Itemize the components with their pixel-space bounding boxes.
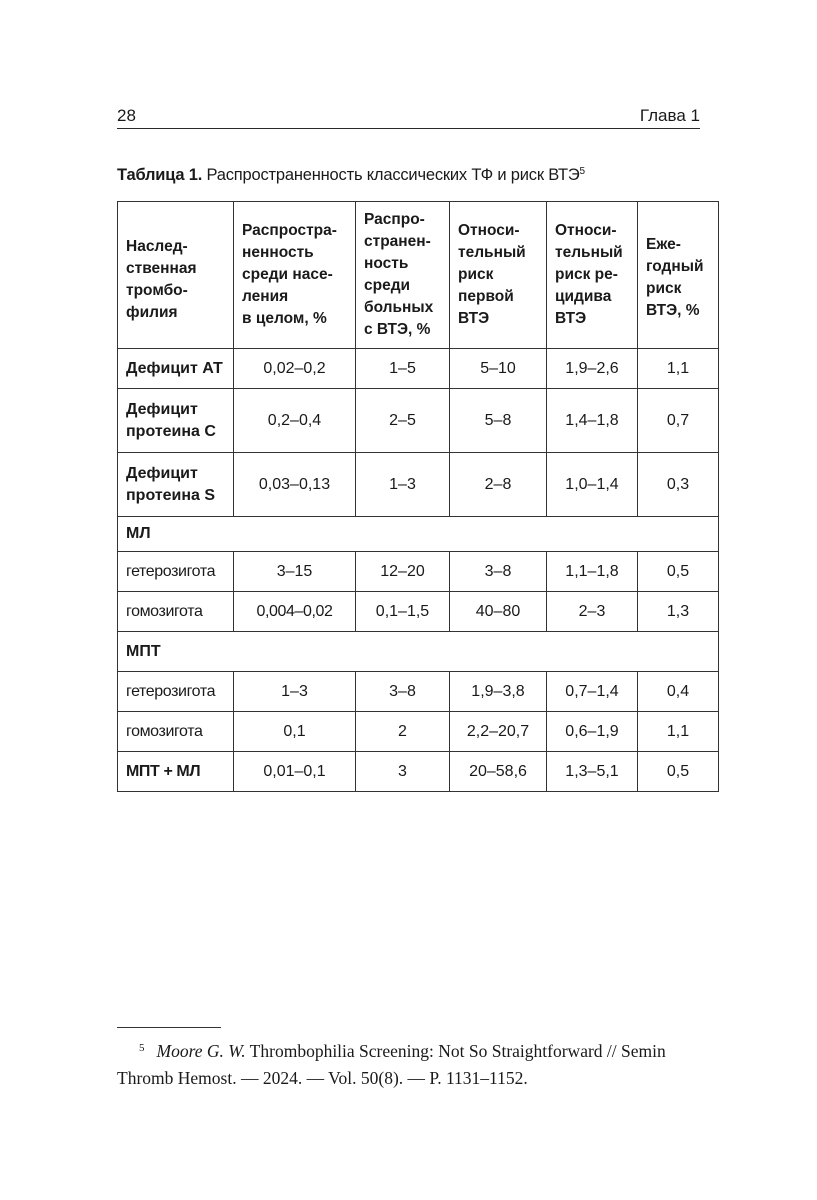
table-cell: 1,4–1,8 (547, 389, 638, 453)
row-label-text: Дефицит протеина S (126, 464, 216, 504)
footnote-ref: 5 (579, 166, 585, 177)
table-cell: 1,0–1,4 (547, 453, 638, 517)
table-cell: 1–5 (356, 349, 450, 389)
table-cell: 0,1–1,5 (356, 592, 450, 632)
table-cell: 2–5 (356, 389, 450, 453)
table-cell: 20–58,6 (450, 752, 547, 792)
row-label: Дефицит АТ (118, 349, 234, 389)
table-header-row (118, 202, 719, 349)
table-cell: 1–3 (356, 453, 450, 517)
table-cell: 3–15 (234, 552, 356, 592)
header-cell (638, 202, 719, 349)
row-label: гомозигота (118, 712, 234, 752)
table-cell: 12–20 (356, 552, 450, 592)
table-row (118, 672, 719, 712)
table-cell: 0,7–1,4 (547, 672, 638, 712)
table-cell: 0,7 (638, 389, 719, 453)
page-header (117, 104, 700, 129)
table-cell: 0,4 (638, 672, 719, 712)
table-row (118, 592, 719, 632)
table-cell: 0,5 (638, 552, 719, 592)
footnote-text: Thrombophilia Screening: Not So Straightforward // Semin Thromb Hemost. — 2024. — Vol. 50(8). — P. 1131–1152. (117, 1041, 666, 1088)
table-caption (117, 166, 717, 185)
footnote-divider (117, 1027, 221, 1028)
table-row (118, 389, 719, 453)
table-cell: 3–8 (450, 552, 547, 592)
table-caption-text: Распространенность классических ТФ и риск ВТЭ (202, 166, 580, 184)
footnote (117, 1035, 717, 1092)
table-label: Таблица 1. (117, 166, 203, 184)
table-cell: 0,03–0,13 (234, 453, 356, 517)
header-text: Распро- странен- ность среди больных с ВТЭ, % (364, 211, 434, 338)
section-label: МПТ (118, 632, 719, 672)
table-row (118, 552, 719, 592)
chapter-title: Глава 1 (639, 106, 700, 125)
row-label: гетерозигота (118, 672, 234, 712)
header-cell (234, 202, 356, 349)
table-cell: 1–3 (234, 672, 356, 712)
table-cell: 1,1 (638, 349, 719, 389)
header-text: Относи- тельный риск ре- цидива ВТЭ (555, 222, 623, 327)
table-cell: 0,3 (638, 453, 719, 517)
footnote-author: Moore G. W. (156, 1041, 246, 1061)
row-label: гетерозигота (118, 552, 234, 592)
row-label: гомозигота (118, 592, 234, 632)
table-cell: 40–80 (450, 592, 547, 632)
table-row (118, 712, 719, 752)
table-row (118, 349, 719, 389)
table-cell: 1,9–2,6 (547, 349, 638, 389)
table-cell: 1,3 (638, 592, 719, 632)
section-row (118, 517, 719, 552)
footnote-number: 5 (139, 1042, 145, 1054)
table-cell: 2–3 (547, 592, 638, 632)
section-label: МЛ (118, 517, 719, 552)
table-cell: 2,2–20,7 (450, 712, 547, 752)
table-row (118, 453, 719, 517)
table-cell: 3 (356, 752, 450, 792)
header-cell (547, 202, 638, 349)
table-cell: 0,1 (234, 712, 356, 752)
page-number: 28 (117, 106, 136, 125)
table-cell: 1,3–5,1 (547, 752, 638, 792)
table-cell: 3–8 (356, 672, 450, 712)
row-label (118, 453, 234, 517)
table-cell: 0,01–0,1 (234, 752, 356, 792)
section-row (118, 632, 719, 672)
row-label: МПТ + МЛ (118, 752, 234, 792)
table-cell: 2 (356, 712, 450, 752)
header-text: Еже- годный риск ВТЭ, % (646, 236, 704, 319)
table-cell: 0,2–0,4 (234, 389, 356, 453)
table-cell: 0,6–1,9 (547, 712, 638, 752)
table-cell: 0,004–0,02 (234, 592, 356, 632)
table-row (118, 752, 719, 792)
table-cell: 5–8 (450, 389, 547, 453)
table-cell: 5–10 (450, 349, 547, 389)
header-text: Наслед- ственная тромбо- филия (126, 238, 197, 321)
table-cell: 1,1–1,8 (547, 552, 638, 592)
table-cell: 1,9–3,8 (450, 672, 547, 712)
header-text: Распростра- ненность среди насе- ления в целом, % (242, 222, 337, 327)
row-label (118, 389, 234, 453)
header-cell (356, 202, 450, 349)
table-cell: 1,1 (638, 712, 719, 752)
table-cell: 2–8 (450, 453, 547, 517)
header-cell (450, 202, 547, 349)
table-cell: 0,02–0,2 (234, 349, 356, 389)
header-cell (118, 202, 234, 349)
row-label-text: Дефицит протеина С (126, 400, 216, 440)
table-cell: 0,5 (638, 752, 719, 792)
header-text: Относи- тельный риск первой ВТЭ (458, 222, 526, 327)
thrombophilia-table (117, 201, 719, 792)
